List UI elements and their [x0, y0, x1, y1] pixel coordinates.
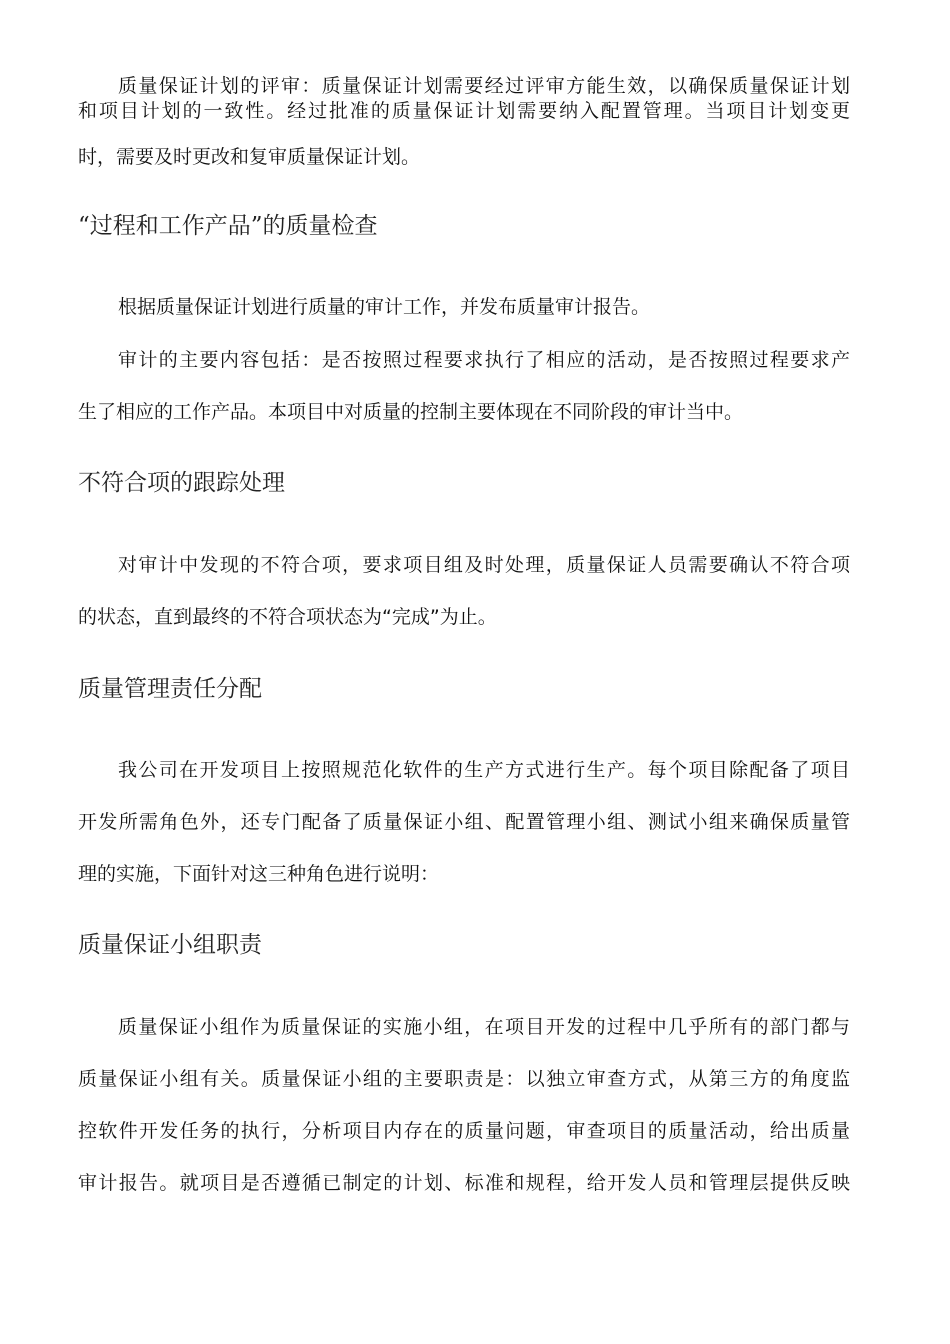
section-heading-responsibility-allocation: 质量管理责任分配 — [78, 676, 262, 702]
paragraph-audit-content-line-2: 生了相应的工作产品。本项目中对质量的控制主要体现在不同阶段的审计当中。 — [78, 401, 744, 423]
section-heading-process-product-check: “过程和工作产品”的质量检查 — [78, 213, 378, 239]
paragraph-nonconformance-line-1: 对审计中发现的不符合项，要求项目组及时处理，质量保证人员需要确认不符合项 — [118, 554, 850, 576]
paragraph-qa-team-line-2: 质量保证小组有关。质量保证小组的主要职责是：以独立审查方式，从第三方的角度监 — [78, 1068, 850, 1090]
paragraph-responsibility-line-3: 理的实施，下面针对这三种角色进行说明： — [78, 863, 440, 885]
paragraph-qa-team-line-3: 控软件开发任务的执行，分析项目内存在的质量问题，审查项目的质量活动，给出质量 — [78, 1120, 850, 1142]
paragraph-qa-plan-review-line-1: 质量保证计划的评审：质量保证计划需要经过评审方能生效，以确保质量保证计划 — [118, 75, 850, 97]
paragraph-audit-work: 根据质量保证计划进行质量的审计工作，并发布质量审计报告。 — [118, 296, 651, 318]
paragraph-qa-team-line-4: 审计报告。就项目是否遵循已制定的计划、标准和规程，给开发人员和管理层提供反映 — [78, 1172, 850, 1194]
paragraph-qa-plan-review-line-2: 和项目计划的一致性。经过批准的质量保证计划需要纳入配置管理。当项目计划变更 — [78, 100, 850, 122]
paragraph-audit-content-line-1: 审计的主要内容包括：是否按照过程要求执行了相应的活动，是否按照过程要求产 — [118, 349, 850, 371]
paragraph-qa-plan-review-line-3: 时，需要及时更改和复审质量保证计划。 — [78, 146, 421, 168]
paragraph-responsibility-line-1: 我公司在开发项目上按照规范化软件的生产方式进行生产。每个项目除配备了项目 — [118, 759, 850, 781]
paragraph-qa-team-line-1: 质量保证小组作为质量保证的实施小组，在项目开发的过程中几乎所有的部门都与 — [118, 1016, 850, 1038]
paragraph-responsibility-line-2: 开发所需角色外，还专门配备了质量保证小组、配置管理小组、测试小组来确保质量管 — [78, 811, 850, 833]
section-heading-qa-team-duties: 质量保证小组职责 — [78, 932, 262, 958]
section-heading-nonconformance-tracking: 不符合项的跟踪处理 — [78, 470, 285, 496]
paragraph-nonconformance-line-2: 的状态，直到最终的不符合项状态为“完成”为止。 — [78, 606, 497, 628]
